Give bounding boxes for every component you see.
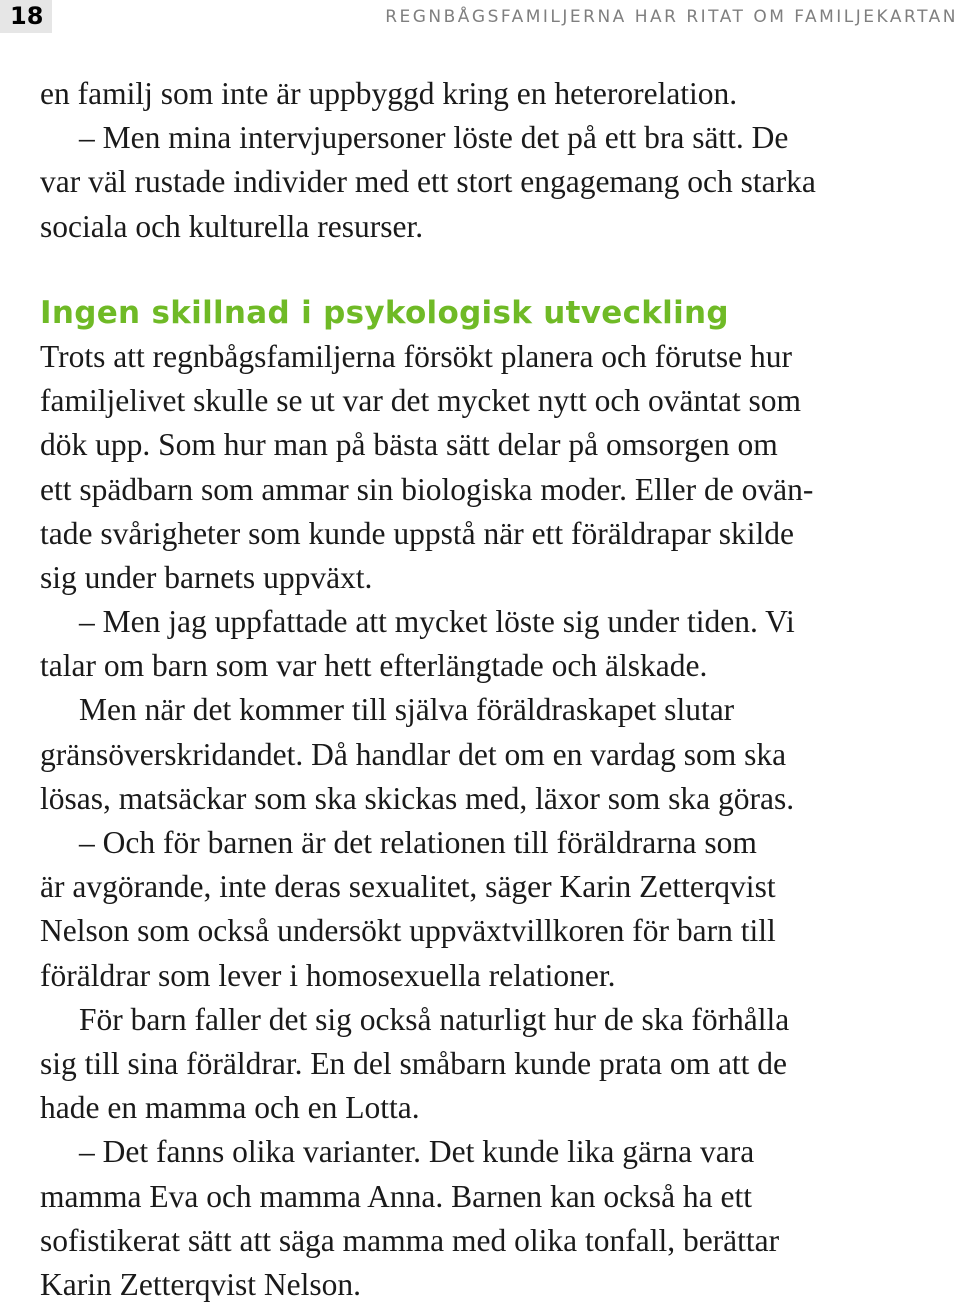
page-header: [0, 0, 960, 40]
paragraph-line: Karin Zetterqvist Nelson.: [40, 1266, 362, 1302]
intro-line: – Men mina intervjupersoner löste det på ett bra sätt. De: [79, 120, 789, 156]
paragraph-line: Nelson som också undersökt uppväxtvillkoren för barn till: [40, 913, 776, 949]
paragraph-line: är avgörande, inte deras sexualitet, säger Karin Zetterqvist: [40, 869, 776, 905]
paragraph-line: tade svårigheter som kunde uppstå när ett föräldrapar skilde: [40, 515, 794, 551]
paragraph-line: talar om barn som var hett efterlängtade och älskade.: [40, 648, 708, 684]
intro-line: sociala och kulturella resurser.: [40, 208, 424, 244]
paragraph-line: föräldrar som lever i homosexuella relationer.: [40, 957, 616, 993]
page-number: 18: [0, 0, 52, 33]
article-body: [40, 72, 950, 1307]
paragraph-line: – Och för barnen är det relationen till föräldrarna som: [79, 825, 757, 860]
paragraph-line: – Det fanns olika varianter. Det kunde lika gärna vara: [79, 1134, 755, 1170]
section-heading: Ingen skillnad i psykologisk utveckling: [40, 294, 729, 331]
paragraph-line: hade en mamma och en Lotta.: [40, 1090, 420, 1126]
paragraph-line: lösas, matsäckar som ska skickas med, läxor som ska göras.: [40, 780, 795, 816]
intro-line: var väl rustade individer med ett stort engagemang och starka: [40, 164, 816, 200]
paragraph-line: Men när det kommer till själva föräldraskapet slutar: [79, 692, 735, 728]
paragraph-line: Trots att regnbågsfamiljerna försökt planera och förutse hur: [40, 338, 793, 374]
paragraph-line: familjelivet skulle se ut var det mycket nytt och oväntat som: [40, 383, 802, 419]
paragraph-line: dök upp. Som hur man på bästa sätt delar på omsorgen om: [40, 427, 778, 463]
paragraph-line: sofistikerat sätt att säga mamma med olika tonfall, berättar: [40, 1222, 780, 1258]
paragraph-line: ett spädbarn som ammar sin biologiska moder. Eller de ovän-: [40, 471, 814, 507]
section-spacer: [40, 249, 950, 291]
paragraph-line: mamma Eva och mamma Anna. Barnen kan också ha ett: [40, 1178, 753, 1214]
paragraph-line: – Men jag uppfattade att mycket löste sig under tiden. Vi: [79, 604, 795, 640]
paragraph-line: sig till sina föräldrar. En del småbarn kunde prata om att de: [40, 1045, 788, 1081]
paragraph-line: För barn faller det sig också naturligt hur de ska förhålla: [79, 1001, 790, 1037]
running-head: REGNBÅGSFAMILJERNA HAR RITAT OM FAMILJEKARTAN: [385, 7, 958, 27]
intro-line: en familj som inte är uppbyggd kring en heterorelation.: [40, 76, 738, 111]
paragraph-line: gränsöverskridandet. Då handlar det om en vardag som ska: [40, 736, 787, 772]
paragraph-line: sig under barnets uppväxt.: [40, 559, 373, 595]
